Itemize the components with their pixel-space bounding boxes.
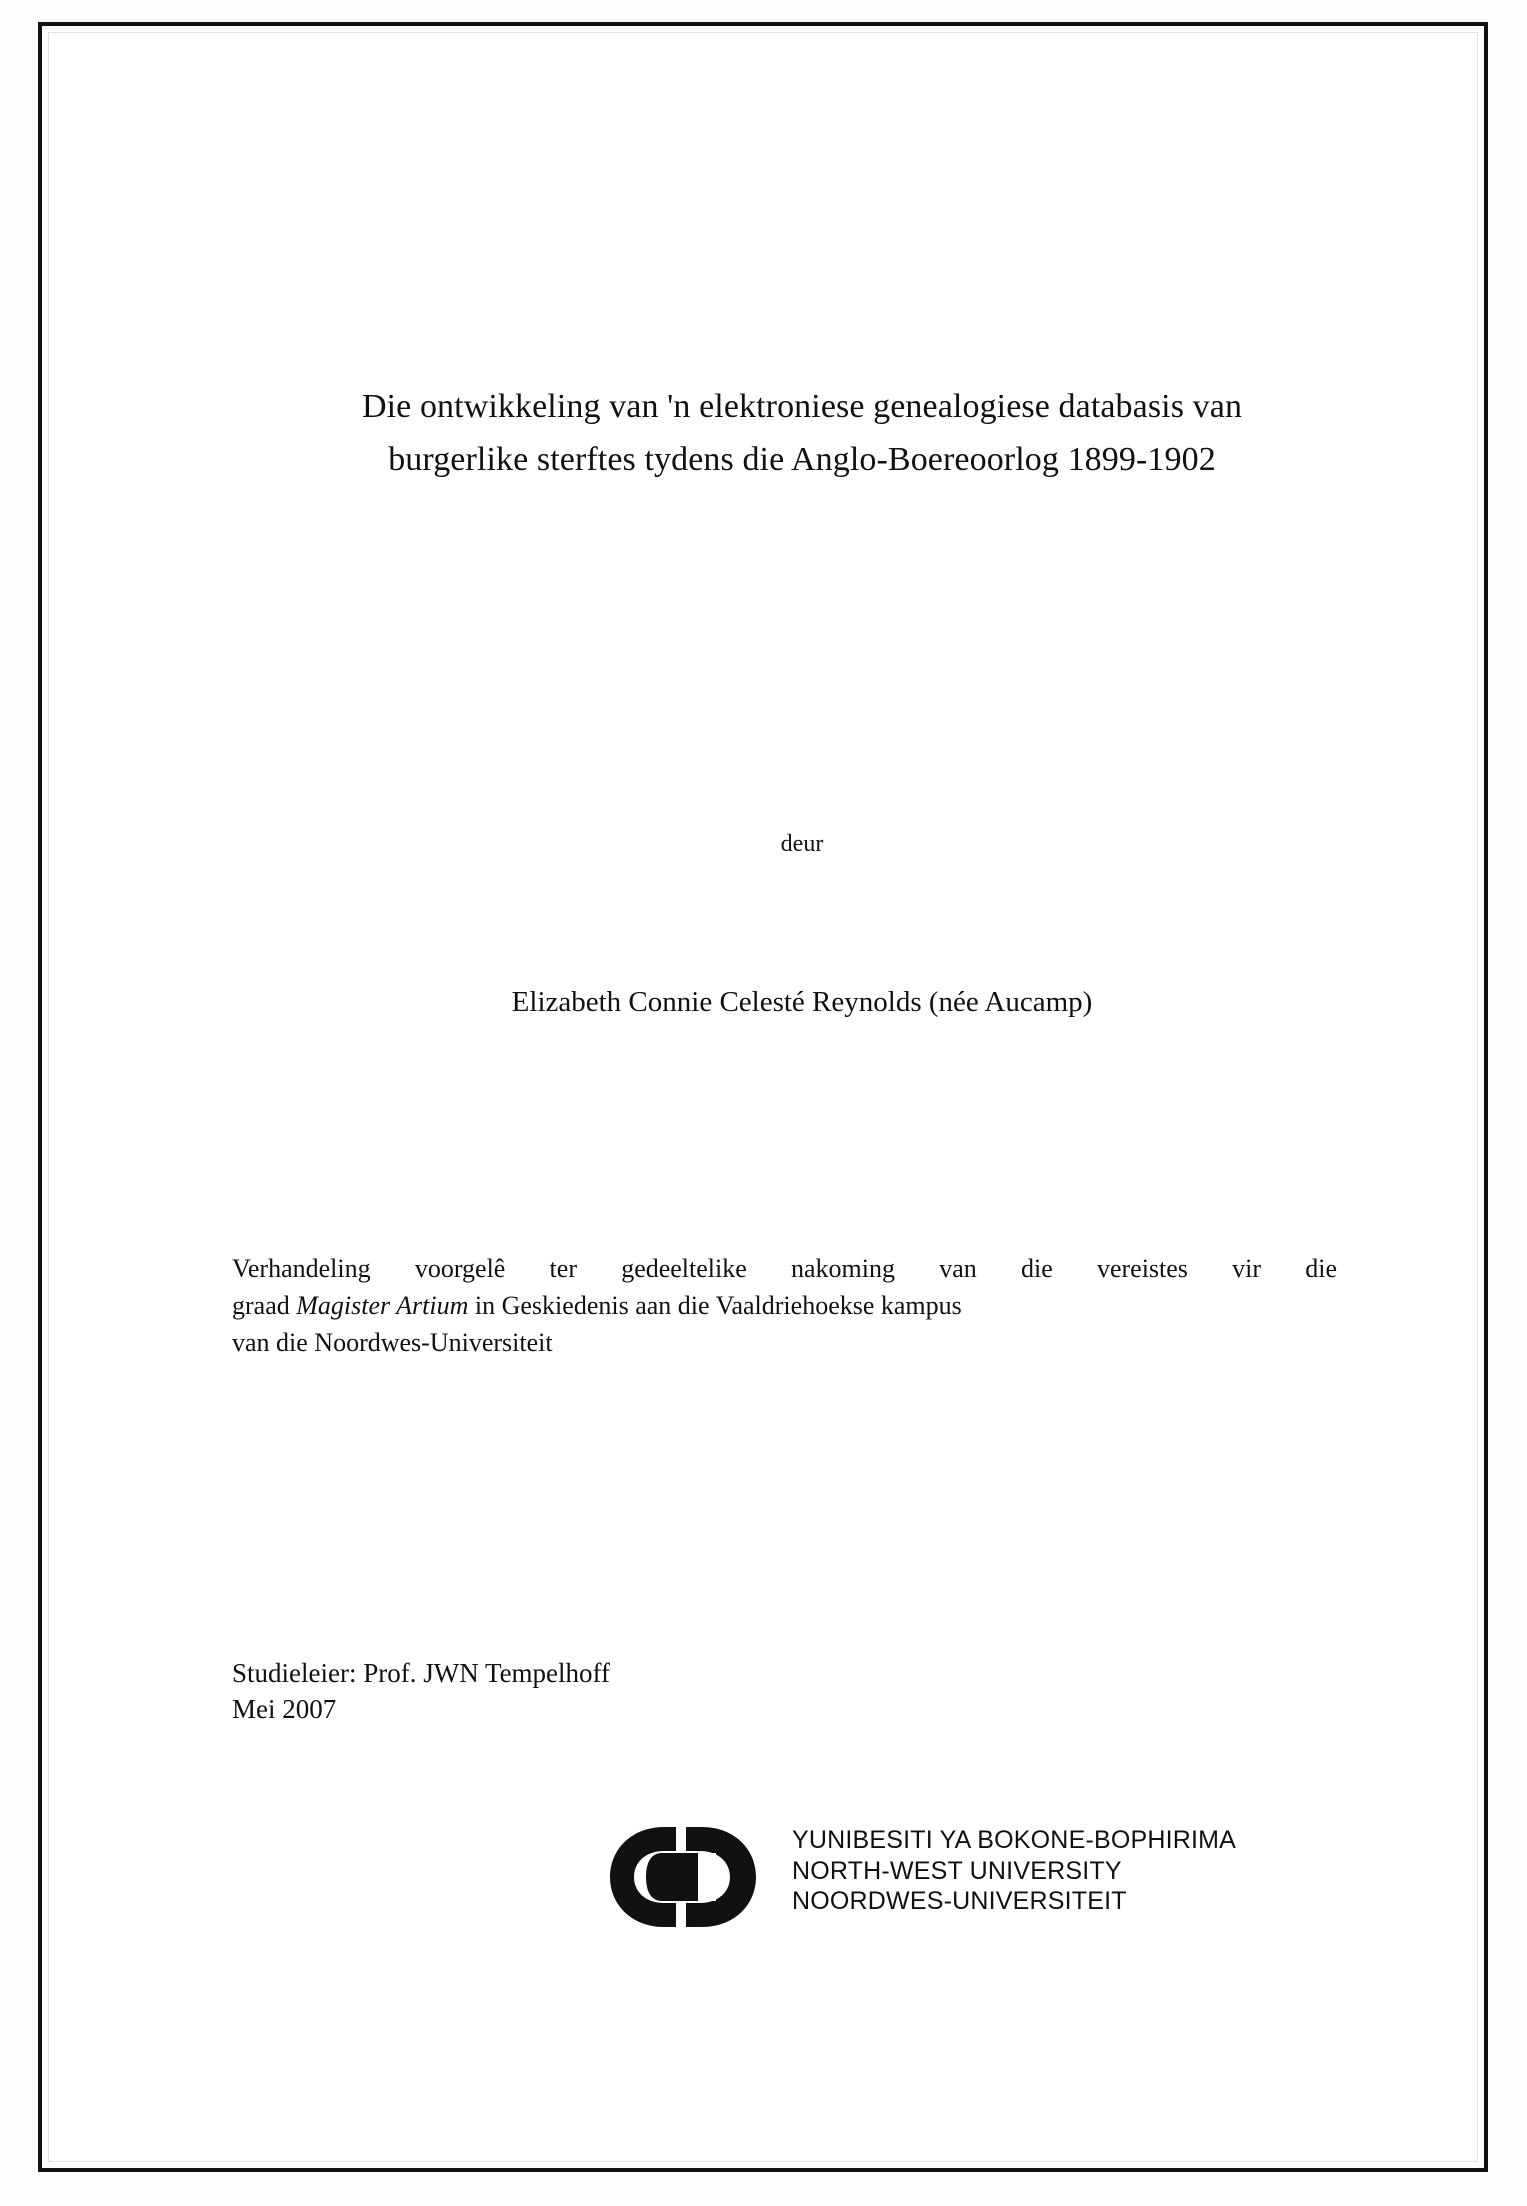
logo-text-line-1: YUNIBESITI YA BOKONE-BOPHIRIMA xyxy=(792,1826,1237,1854)
title-line-2: burgerlike sterftes tydens die Anglo-Boereoorlog 1899-1902 xyxy=(388,440,1216,478)
supervisor-block xyxy=(232,1656,1132,1727)
university-logo xyxy=(602,1821,1302,1941)
page-title xyxy=(202,381,1402,486)
degree-statement-line-2-suffix: in Geskiedenis aan die Vaaldriehoekse kampus xyxy=(468,1290,962,1320)
title-page-content xyxy=(182,26,1432,2168)
page-border-frame xyxy=(38,22,1488,2172)
degree-name-italic: Magister Artium xyxy=(296,1290,469,1320)
nwu-logo-icon xyxy=(602,1823,782,1931)
logo-text-line-3: NOORDWES-UNIVERSITEIT xyxy=(792,1887,1127,1915)
degree-statement-line-3: van die Noordwes-Universiteit xyxy=(232,1327,553,1357)
author-name: Elizabeth Connie Celesté Reynolds (née Aucamp) xyxy=(511,986,1093,1018)
byline-label: deur xyxy=(780,831,824,857)
title-line-1: Die ontwikkeling van 'n elektroniese genealogiese databasis van xyxy=(361,388,1243,425)
degree-statement-line-2-prefix: graad xyxy=(232,1290,297,1320)
submission-date: Mei 2007 xyxy=(232,1693,337,1724)
university-logo-text xyxy=(792,1825,1236,1917)
degree-statement xyxy=(232,1251,1337,1362)
supervisor-line: Studieleier: Prof. JWN Tempelhoff xyxy=(232,1658,611,1688)
logo-text-line-2: NORTH-WEST UNIVERSITY xyxy=(792,1856,1122,1885)
degree-statement-line-2 xyxy=(232,1288,1337,1325)
degree-statement-line-1: Verhandeling voorgelê ter gedeeltelike nakoming van die vereistes vir die xyxy=(232,1254,1337,1283)
